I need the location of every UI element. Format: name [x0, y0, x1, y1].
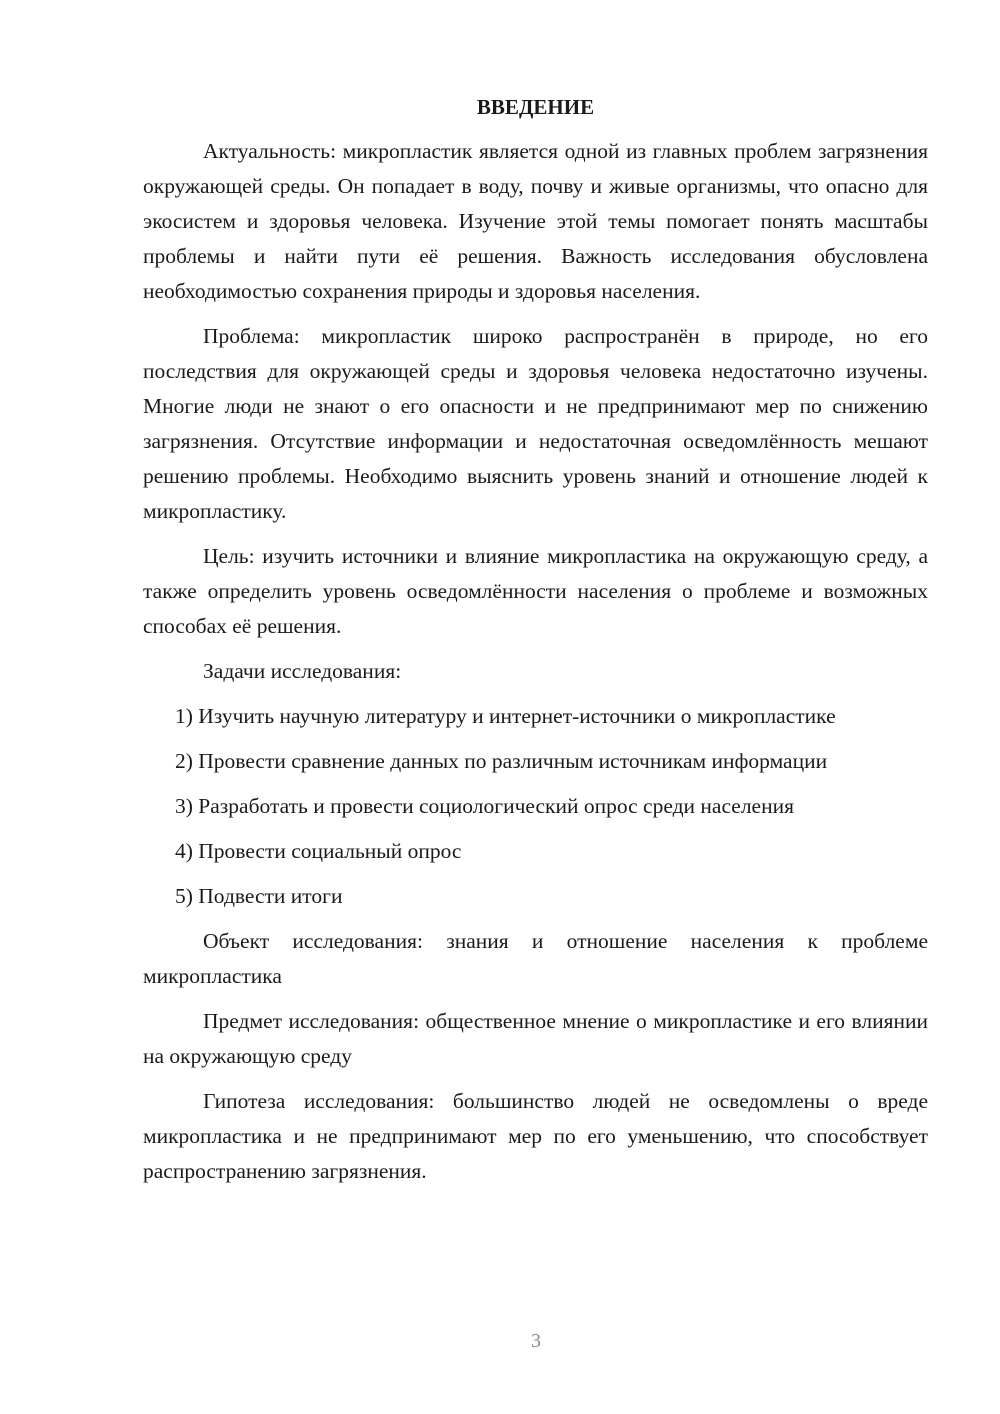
document-title: ВВЕДЕНИЕ [476, 95, 595, 119]
tasks-heading: Задачи исследования: [203, 659, 402, 683]
paragraph-problem: Проблема: микропластик широко распространён в природе, но его последствия для окружающей среды и здоровья человека недостаточно изучены. Многие люди не знают о его опасности и не предпринимают мер по снижению загрязнения. Отсутствие информации и недостаточная осведомлённость мешают решению проблемы. Необходимо выяснить уровень знаний и отношение людей к микропластику. [143, 324, 928, 523]
task-item: 2) Провести сравнение данных по различным источникам информации [175, 749, 828, 773]
page-number: 3 [531, 1330, 541, 1352]
paragraph-goal: Цель: изучить источники и влияние микропластика на окружающую среду, а также определить уровень осведомлённости населения о проблеме и возможных способах её решения. [143, 544, 928, 638]
task-item: 5) Подвести итоги [175, 884, 343, 908]
task-item: 4) Провести социальный опрос [175, 839, 462, 863]
paragraph-relevance: Актуальность: микропластик является одной из главных проблем загрязнения окружающей среды. Он попадает в воду, почву и живые организмы, что опасно для экосистем и здоровья человека. Изучение этой темы помогает понять масштабы проблемы и найти пути её решения. Важность исследования обусловлена необходимостью сохранения природы и здоровья населения. [143, 139, 928, 303]
task-item: 1) Изучить научную литературу и интернет-источники о микропластике [175, 704, 836, 728]
document-page [143, 90, 928, 1199]
paragraph-object: Объект исследования: знания и отношение населения к проблеме микропластика [143, 929, 928, 988]
task-item: 3) Разработать и провести социологический опрос среди населения [175, 794, 794, 818]
paragraph-hypothesis: Гипотеза исследования: большинство людей не осведомлены о вреде микропластика и не предпринимают мер по его уменьшению, что способствует распространению загрязнения. [143, 1089, 928, 1183]
paragraph-subject: Предмет исследования: общественное мнение о микропластике и его влиянии на окружающую среду [143, 1009, 928, 1068]
